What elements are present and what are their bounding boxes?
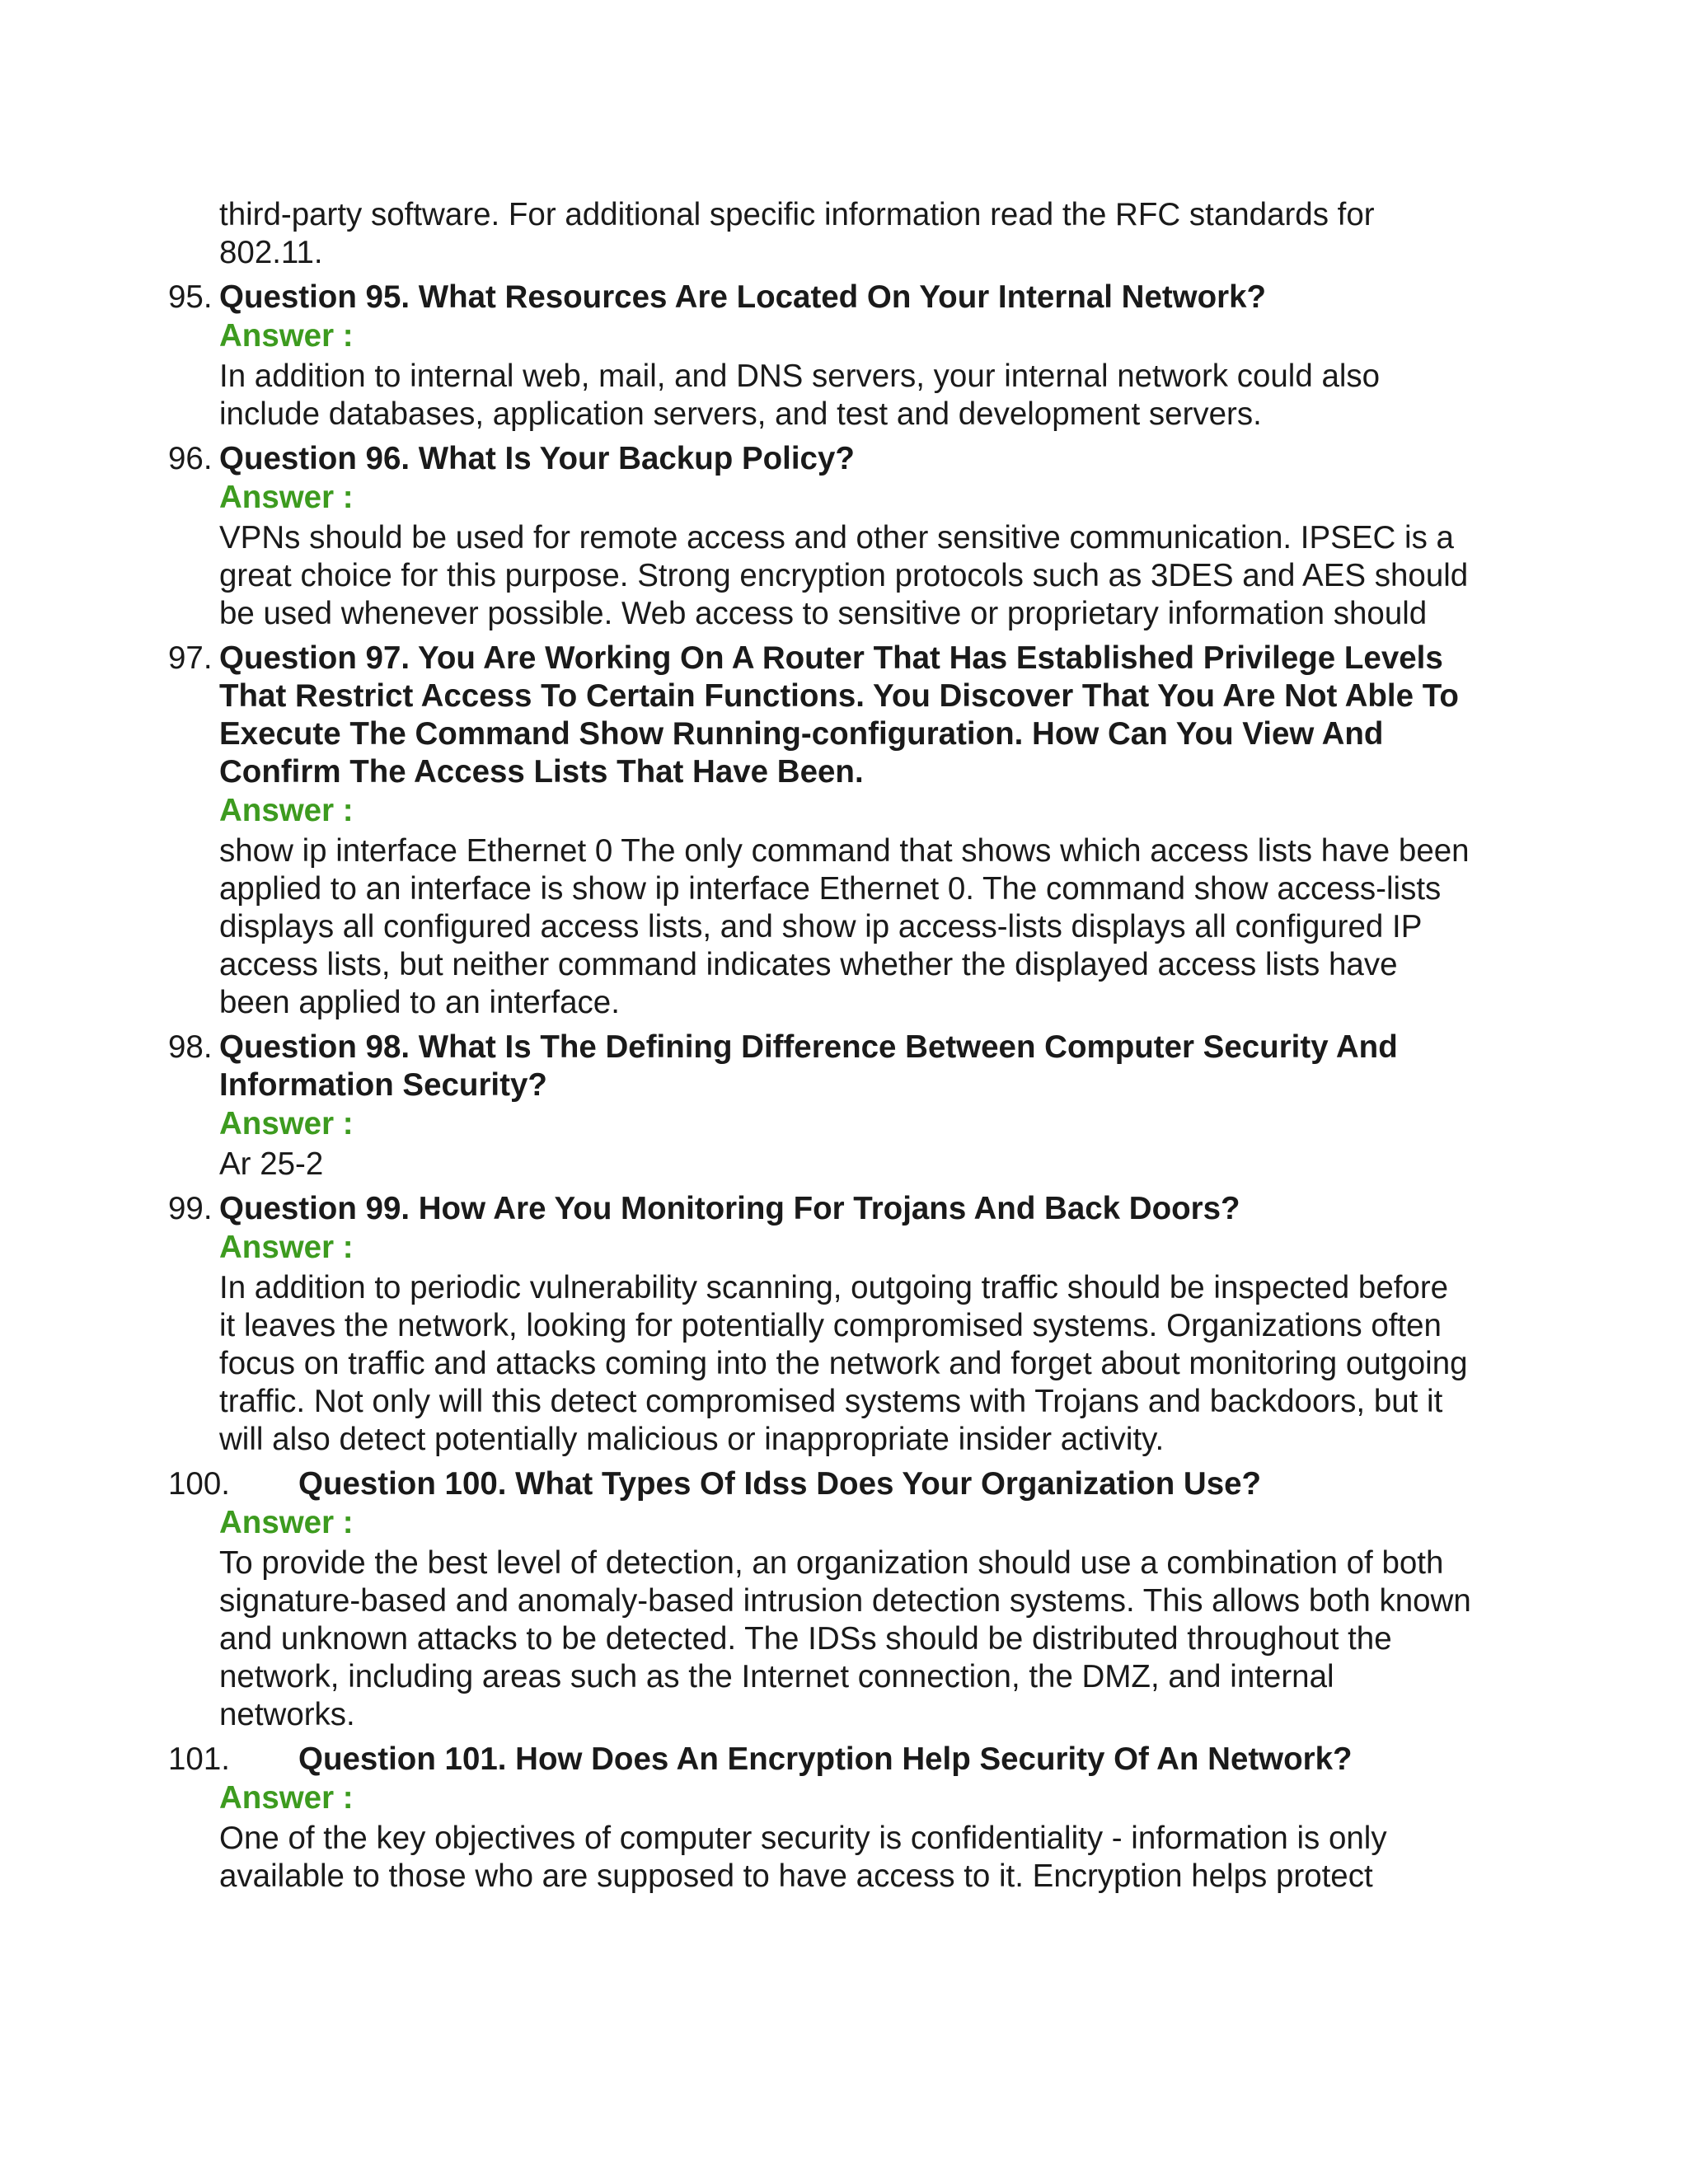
answer-label: Answer : xyxy=(219,1106,354,1141)
answer-label: Answer : xyxy=(219,480,354,515)
question-text: Question 95. What Resources Are Located On Your Internal Network? xyxy=(219,279,1267,315)
answer-text: show ip interface Ethernet 0 The only command that shows which access lists have been applied to an interface is show ip interface Ethernet 0. The command show access-lists displays all configured access lists, and show ip access-lists displays all configured IP access lists, but neither command indicates whether the displayed access lists have been applied to an interface. xyxy=(219,833,1470,1020)
qa-item xyxy=(0,1029,1688,1183)
answer-label: Answer : xyxy=(219,318,354,354)
qa-item xyxy=(0,1190,1688,1459)
qa-item xyxy=(0,279,1688,434)
question-line xyxy=(0,640,1688,791)
question-number: 95. xyxy=(168,279,213,315)
qa-item xyxy=(0,440,1688,633)
question-text: Question 96. What Is Your Backup Policy? xyxy=(219,441,855,476)
question-text: Question 97. You Are Working On A Router That Has Established Privilege Levels That Restrict Access To Certain Functions. You Discover That You Are Not Able To Execute The Command Show Running-configuration. How Can You View And Confirm The Access Lists That Have Been. xyxy=(219,640,1459,790)
qa-item xyxy=(0,640,1688,1022)
question-number: 101. xyxy=(168,1741,230,1777)
answer-label: Answer : xyxy=(219,1505,354,1540)
question-text: Question 99. How Are You Monitoring For Trojans And Back Doors? xyxy=(219,1191,1240,1226)
question-number: 99. xyxy=(168,1191,213,1226)
answer-label: Answer : xyxy=(219,1780,354,1816)
question-text: Question 101. How Does An Encryption Help Security Of An Network? xyxy=(298,1741,1353,1777)
answer-label: Answer : xyxy=(219,793,354,828)
answer-text: In addition to internal web, mail, and DNS servers, your internal network could also include databases, application servers, and test and development servers. xyxy=(219,359,1381,432)
answer-text: In addition to periodic vulnerability scanning, outgoing traffic should be inspected before it leaves the network, looking for potentially compromised systems. Organizations often focus on traffic and attacks coming into the network and forget about monitoring outgoing traffic. Not only will this detect compromised systems with Trojans and backdoors, but it will also detect potentially malicious or inappropriate insider activity. xyxy=(219,1270,1468,1457)
question-text: Question 98. What Is The Defining Difference Between Computer Security And Information Security? xyxy=(219,1029,1398,1103)
question-text: Question 100. What Types Of Idss Does Your Organization Use? xyxy=(298,1466,1262,1502)
answer-text: Ar 25-2 xyxy=(219,1146,324,1182)
question-line xyxy=(0,1741,1688,1779)
answer-text: VPNs should be used for remote access and other sensitive communication. IPSEC is a great choice for this purpose. Strong encryption protocols such as 3DES and AES should be used whenever possible. Web access to sensitive or proprietary information should xyxy=(219,520,1469,631)
answer-text: To provide the best level of detection, an organization should use a combination of both signature-based and anomaly-based intrusion detection systems. This allows both known and unknown attacks to be detected. The IDSs should be distributed throughout the network, including areas such as the Internet connection, the DMZ, and internal networks. xyxy=(219,1545,1471,1732)
question-line xyxy=(0,440,1688,478)
question-number: 100. xyxy=(168,1466,230,1502)
question-line xyxy=(0,1029,1688,1104)
qa-item xyxy=(0,1465,1688,1734)
question-number: 97. xyxy=(168,640,213,676)
question-number: 98. xyxy=(168,1029,213,1065)
question-line xyxy=(0,279,1688,316)
question-number: 96. xyxy=(168,441,213,476)
question-line xyxy=(0,1190,1688,1228)
qa-item xyxy=(0,1741,1688,1896)
answer-label: Answer : xyxy=(219,1230,354,1265)
question-line xyxy=(0,1465,1688,1503)
answer-text: One of the key objectives of computer security is confidentiality - information is only available to those who are supposed to have access to it. Encryption helps protect xyxy=(219,1821,1387,1894)
continuation-paragraph: third-party software. For additional specific information read the RFC standards for 802.11. xyxy=(219,197,1375,270)
